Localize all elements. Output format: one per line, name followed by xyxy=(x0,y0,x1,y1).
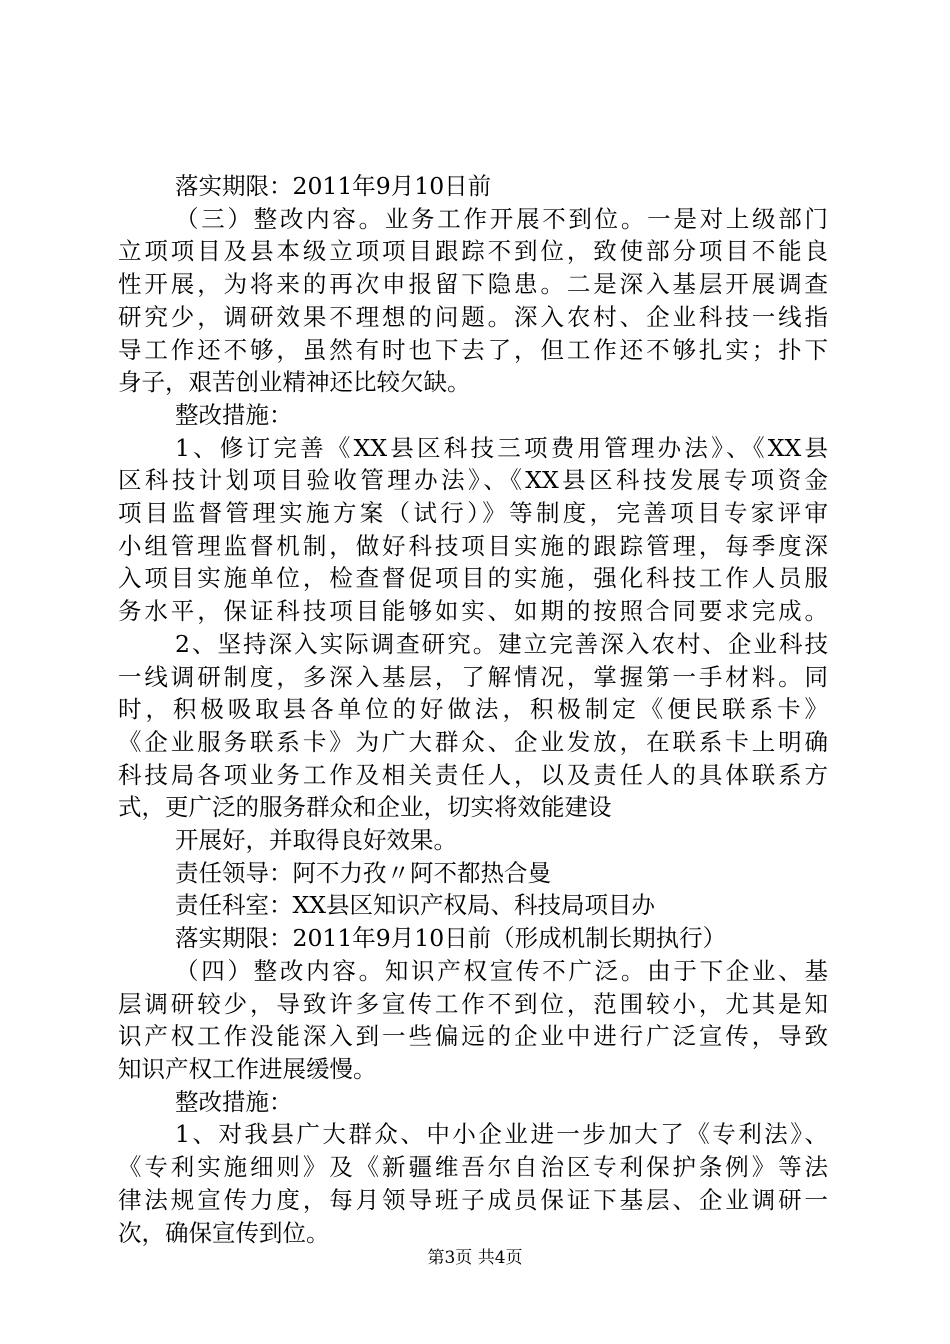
paragraph-line: 小组管理监督机制，做好科技项目实施的跟踪管理，每季度深 xyxy=(118,531,828,560)
paragraph-line: 律法规宣传力度，每月领导班子成员保证下基层、企业调研一 xyxy=(118,1185,828,1214)
paragraph-line: 层调研较少，导致许多宣传工作不到位，范围较小，尤其是知 xyxy=(118,989,828,1018)
paragraph-line: 1、修订完善《XX县区科技三项费用管理办法》、《XX县 xyxy=(175,433,828,462)
paragraph-line: 身子，艰苦创业精神还比较欠缺。 xyxy=(118,368,471,397)
responsible-leader: 责任领导：阿不力孜〃阿不都热合曼 xyxy=(175,858,551,887)
paragraph-line: 时，积极吸取县各单位的好做法，积极制定《便民联系卡》 xyxy=(118,695,828,724)
paragraph-line: 2、坚持深入实际调查研究。建立完善深入农村、企业科技 xyxy=(175,629,828,658)
document-body xyxy=(118,170,828,1249)
paragraph-line: 《专利实施细则》及《新疆维吾尔自治区专利保护条例》等法 xyxy=(118,1153,828,1182)
paragraph-line: （三）整改内容。业务工作开展不到位。一是对上级部门 xyxy=(175,204,828,233)
section-heading: 整改措施： xyxy=(175,1087,293,1116)
paragraph-line: 式，更广泛的服务群众和企业，切实将效能建设 xyxy=(118,793,612,822)
paragraph-line: 立项项目及县本级立项项目跟踪不到位，致使部分项目不能良 xyxy=(118,237,828,266)
paragraph-line: 1、对我县广大群众、中小企业进一步加大了《专利法》、 xyxy=(175,1120,828,1149)
section-heading: 整改措施： xyxy=(175,400,293,429)
deadline: 落实期限：2011年9月10日前（形成机制长期执行） xyxy=(175,924,727,953)
paragraph-line: 开展好，并取得良好效果。 xyxy=(175,826,457,855)
paragraph-line: 科技局各项业务工作及相关责任人，以及责任人的具体联系方 xyxy=(118,760,828,789)
responsible-office: 责任科室：XX县区知识产权局、科技局项目办 xyxy=(175,891,655,920)
paragraph-line: 落实期限：2011年9月10日前 xyxy=(175,172,492,200)
page-number: 第3页 共4页 xyxy=(427,1248,523,1268)
paragraph-line: 研究少，调研效果不理想的问题。深入农村、企业科技一线指 xyxy=(118,302,828,331)
paragraph-line: 性开展，为将来的再次申报留下隐患。二是深入基层开展调查 xyxy=(118,270,828,299)
paragraph-line: 项目监督管理实施方案（试行）》等制度，完善项目专家评审 xyxy=(118,499,828,528)
paragraph-line: 识产权工作没能深入到一些偏远的企业中进行广泛宣传，导致 xyxy=(118,1022,828,1051)
paragraph-line: 知识产权工作进展缓慢。 xyxy=(118,1054,377,1083)
paragraph-line: 《企业服务联系卡》为广大群众、企业发放，在联系卡上明确 xyxy=(118,727,828,756)
paragraph-line: 务水平，保证科技项目能够如实、如期的按照合同要求完成。 xyxy=(118,597,828,626)
paragraph-line: 入项目实施单位，检查督促项目的实施，强化科技工作人员服 xyxy=(118,564,828,593)
paragraph-line: 区科技计划项目验收管理办法》、《XX县区科技发展专项资金 xyxy=(118,466,828,495)
paragraph-line: （四）整改内容。知识产权宣传不广泛。由于下企业、基 xyxy=(175,956,828,985)
paragraph-line: 导工作还不够，虽然有时也下去了，但工作还不够扎实；扑下 xyxy=(118,335,828,364)
paragraph-line: 一线调研制度，多深入基层，了解情况，掌握第一手材料。同 xyxy=(118,662,828,691)
paragraph-line: 次，确保宣传到位。 xyxy=(118,1218,330,1247)
